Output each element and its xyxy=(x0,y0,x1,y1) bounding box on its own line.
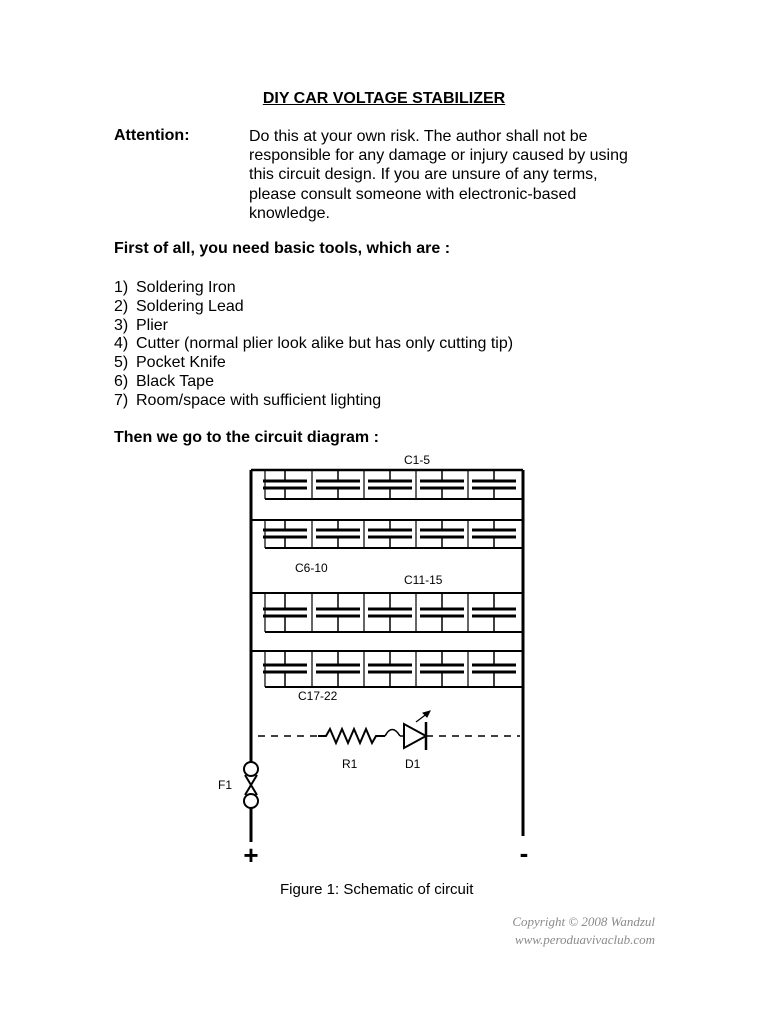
attention-line: Do this at your own risk. The author shall not be xyxy=(249,128,588,145)
circuit-wires xyxy=(251,470,523,842)
label-c6-10: C6-10 xyxy=(295,561,328,575)
document-title: DIY CAR VOLTAGE STABILIZER xyxy=(262,90,506,107)
tool-text: Soldering Lead xyxy=(136,297,244,315)
tool-text: Soldering Iron xyxy=(136,279,236,296)
plus-terminal-symbol: + xyxy=(243,840,259,870)
label-r1: R1 xyxy=(342,757,358,771)
copyright-line: Copyright © 2008 Wandzul xyxy=(512,914,655,929)
attention-line: responsible for any damage or injury caused by using xyxy=(249,147,628,165)
attention-label: Attention: xyxy=(114,127,190,144)
tool-number: 5) xyxy=(114,354,129,372)
attention-line: this circuit design. If you are unsure of any terms, xyxy=(249,166,598,184)
fuse-f1 xyxy=(244,762,258,808)
diode-d1 xyxy=(404,724,426,748)
tool-text: Room/space with sufficient lighting xyxy=(136,391,382,409)
capacitor-banks xyxy=(251,470,523,687)
tool-text: Cutter (normal plier look alike but has only cutting tip) xyxy=(136,335,514,353)
tool-number: 1) xyxy=(114,279,129,296)
circuit-heading: Then we go to the circuit diagram : xyxy=(114,429,379,446)
label-d1: D1 xyxy=(405,757,421,771)
tool-number: 6) xyxy=(114,372,129,390)
tool-text: Black Tape xyxy=(136,372,214,390)
attention-line: please consult someone with electronic-based xyxy=(249,185,577,203)
label-f1: F1 xyxy=(218,778,233,792)
tool-number: 3) xyxy=(114,316,129,334)
tool-number: 4) xyxy=(114,335,129,353)
tools-heading: First of all, you need basic tools, which are : xyxy=(114,240,451,257)
resistor-diode-branch xyxy=(258,711,520,750)
tool-number: 2) xyxy=(114,297,129,315)
fuse-bottom-loop xyxy=(244,794,258,808)
label-c11-15: C11-15 xyxy=(404,573,443,587)
copyright-block xyxy=(512,913,655,949)
resistor-lead xyxy=(385,730,400,737)
label-c1-5: C1-5 xyxy=(404,453,431,467)
resistor-r1 xyxy=(318,729,385,743)
tool-text: Plier xyxy=(136,316,169,334)
tool-number: 7) xyxy=(114,391,129,409)
attention-line: knowledge. xyxy=(249,204,330,222)
copyright-url: www.peroduavivaclub.com xyxy=(514,932,655,947)
figure-caption: Figure 1: Schematic of circuit xyxy=(280,881,474,898)
tool-text: Pocket Knife xyxy=(136,354,226,372)
label-c17-22: C17-22 xyxy=(298,689,338,703)
minus-terminal-symbol: - xyxy=(519,838,529,868)
fuse-top-loop xyxy=(244,762,258,776)
